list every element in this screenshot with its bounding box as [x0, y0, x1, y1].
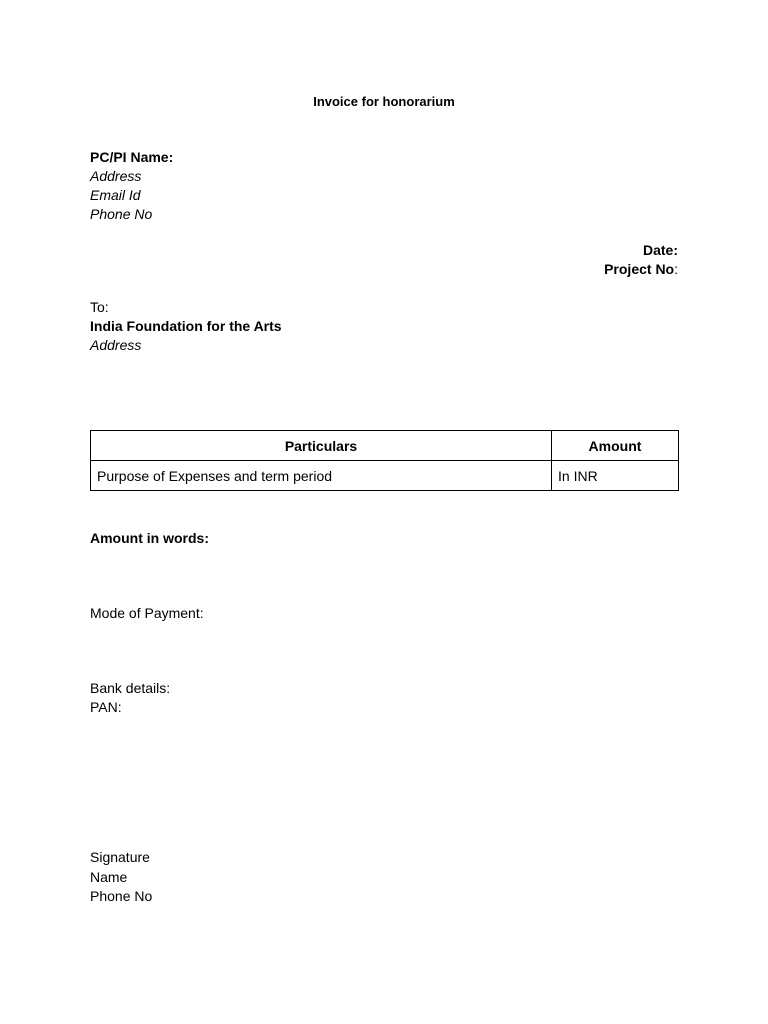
project-no-line: [604, 260, 678, 279]
cell-particulars: Purpose of Expenses and term period: [91, 461, 552, 491]
header-particulars: Particulars: [91, 431, 552, 461]
signatory-name-label: Name: [90, 868, 128, 885]
signatory-phone-label: Phone No: [90, 888, 153, 904]
date-label: Date:: [642, 242, 678, 258]
sender-block: [90, 148, 173, 224]
recipient-block: [90, 298, 282, 355]
mode-of-payment-label: Mode of Payment:: [90, 605, 204, 621]
pi-name-label: PC/PI Name:: [90, 149, 174, 165]
particulars-table: [90, 430, 679, 491]
pan-label: PAN:: [90, 699, 122, 715]
cell-amount: In INR: [552, 461, 679, 491]
invoice-meta-block: [604, 241, 678, 279]
signature-block: [90, 848, 152, 907]
sender-email: Email Id: [90, 187, 141, 203]
sender-address: Address: [90, 168, 142, 184]
table-row: [91, 461, 679, 491]
sender-phone: Phone No: [90, 206, 153, 222]
bank-block: [90, 679, 170, 717]
recipient-organization: India Foundation for the Arts: [90, 318, 282, 334]
header-amount: Amount: [552, 431, 679, 461]
recipient-address: Address: [90, 337, 142, 353]
bank-details-label: Bank details:: [90, 680, 171, 696]
document-title: Invoice for honorarium: [313, 94, 455, 109]
to-label: To:: [90, 299, 109, 315]
signature-label: Signature: [90, 849, 150, 865]
amount-in-words-label: Amount in words:: [90, 530, 209, 546]
table-header-row: [91, 431, 679, 461]
project-no-colon: :: [674, 261, 678, 277]
project-no-label: Project No: [604, 261, 675, 277]
